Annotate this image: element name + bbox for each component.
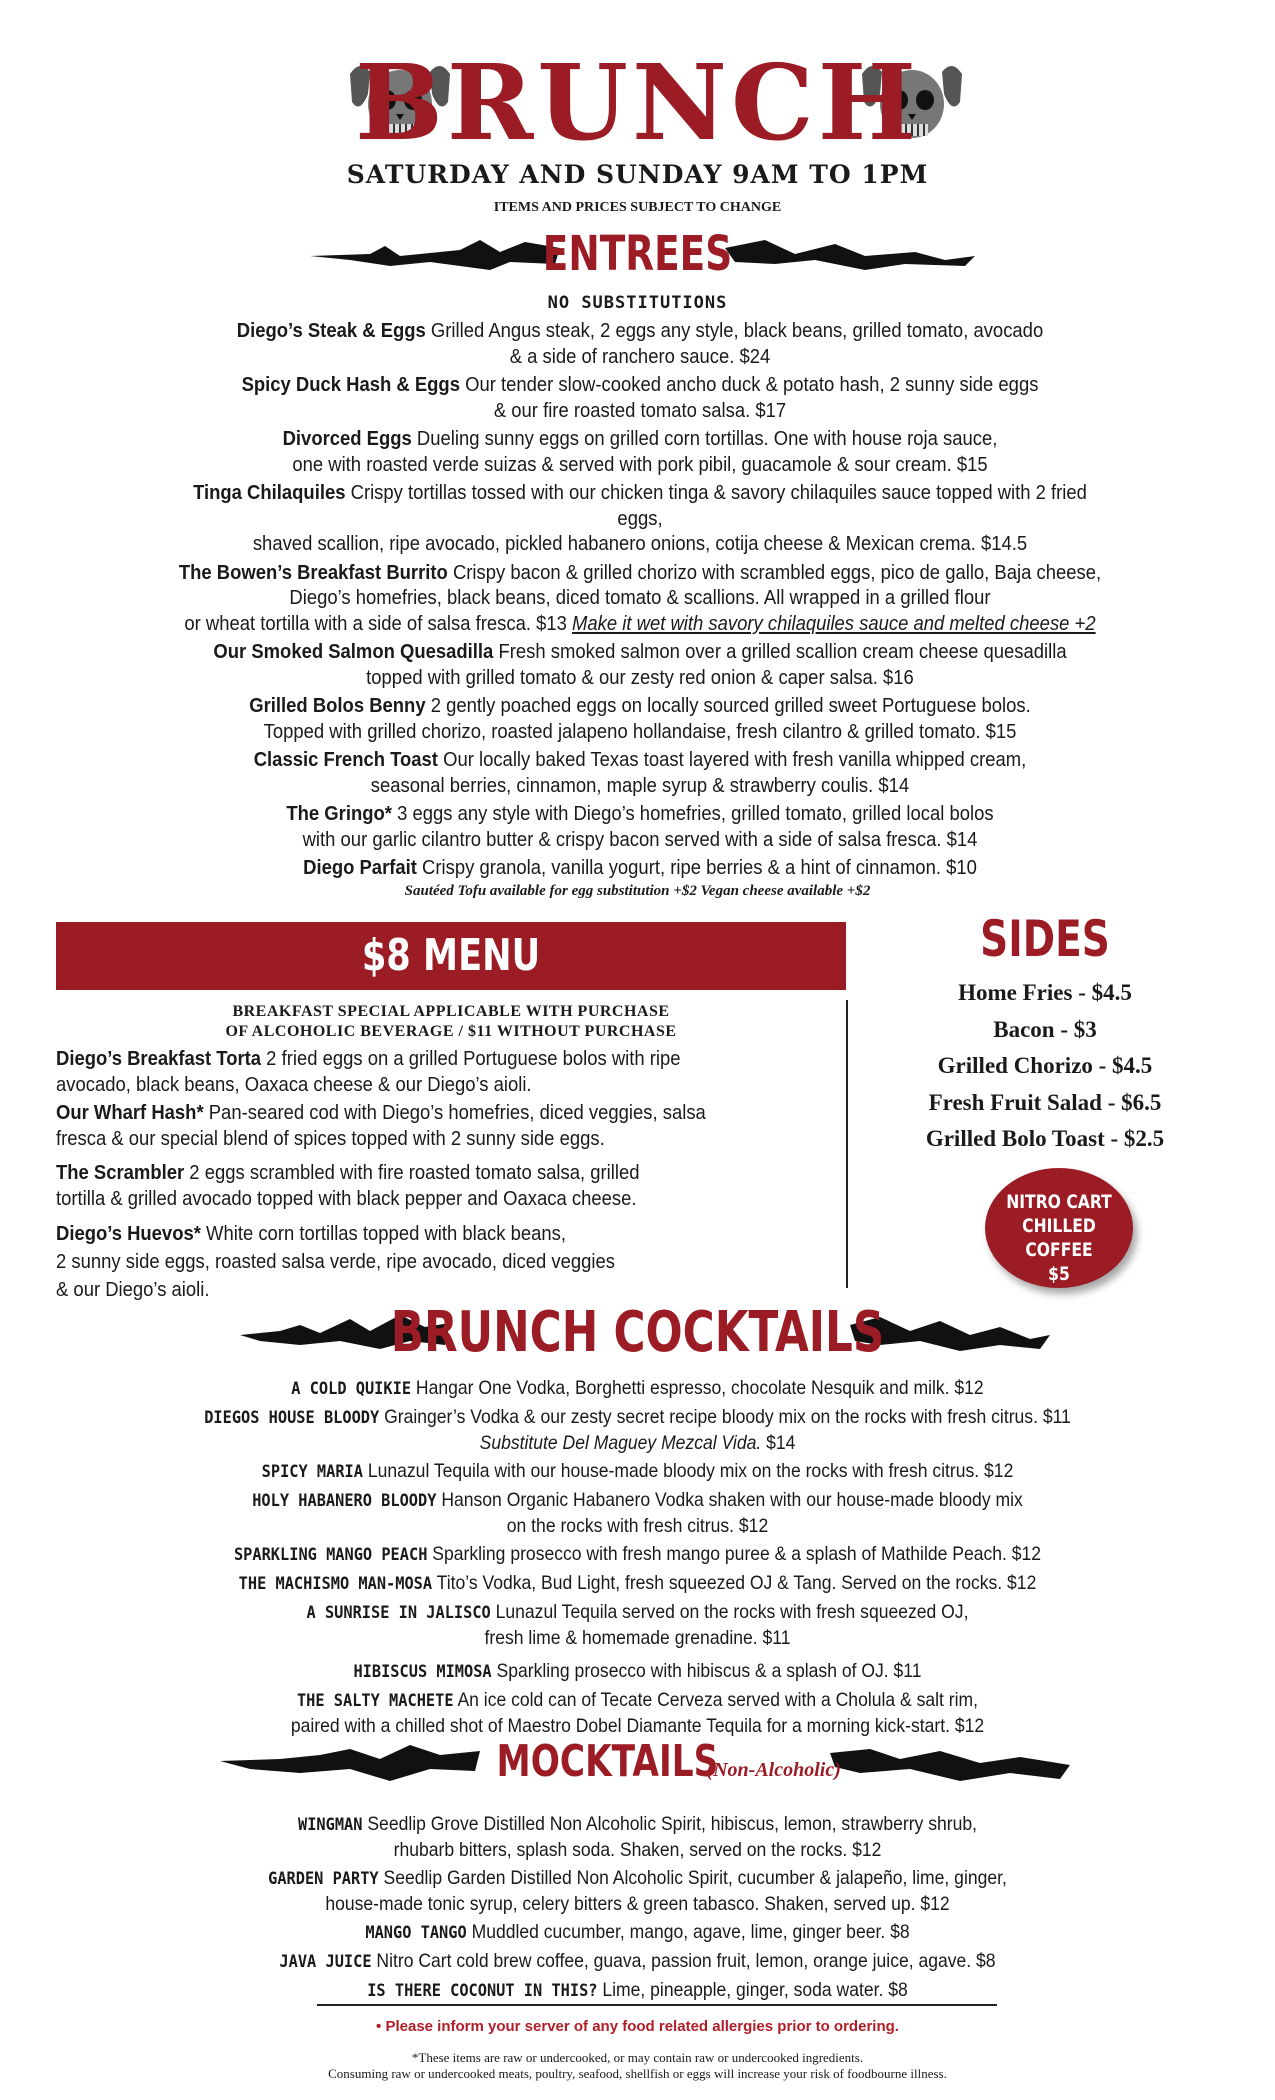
cocktail-desc: Lunazul Tequila served on the rocks with fresh squeezed OJ, <box>490 1601 969 1623</box>
entree-item <box>172 372 1108 423</box>
menu8-item <box>56 1160 758 1212</box>
mocktail-desc: rhubarb bitters, splash soda. Shaken, served on the rocks. $12 <box>393 1839 882 1861</box>
menu8-item-desc: fresca & our special blend of spices topped with 2 sunny side eggs. <box>56 1127 605 1150</box>
footer-divider <box>317 2004 997 2006</box>
entree-item <box>172 855 1108 881</box>
menu8-note <box>56 1002 846 1042</box>
menu8-item-name: The Scrambler <box>56 1161 185 1184</box>
entree-desc: Our locally baked Texas toast layered with fresh vanilla whipped cream, <box>437 748 1027 771</box>
nitro-line: $5 <box>1048 1263 1070 1285</box>
entree-desc: Diego’s homefries, black beans, diced tomato & scallions. All wrapped in a grilled flour <box>289 586 991 609</box>
entree-upgrade: Make it wet with savory chilaquiles sauce and melted cheese +2 <box>572 611 1096 635</box>
nitro-badge-text <box>998 1190 1119 1286</box>
cocktail-name: HOLY HABANERO BLOODY <box>252 1491 437 1511</box>
mocktail-item <box>154 1866 1122 1917</box>
cocktail-item <box>154 1600 1122 1651</box>
cocktail-name: SPICY MARIA <box>261 1462 363 1482</box>
mocktail-desc: house-made tonic syrup, celery bitters & green tabasco. Shaken, served up. $12 <box>325 1893 950 1915</box>
mocktail-desc: Seedlip Garden Distilled Non Alcoholic Spirit, cucumber & jalapeño, lime, ginger, <box>378 1867 1007 1889</box>
side-item: Grilled Chorizo - $4.5 <box>937 1053 1153 1078</box>
mocktail-name: JAVA JUICE <box>279 1952 372 1972</box>
entree-desc: Topped with grilled chorizo, roasted jalapeno hollandaise, fresh cilantro & grilled tomato. $15 <box>263 719 1017 743</box>
side-item: Home Fries - $4.5 <box>958 980 1132 1005</box>
cocktail-item <box>154 1688 1122 1739</box>
entree-item <box>172 318 1108 369</box>
entree-item <box>172 560 1108 637</box>
menu8-item <box>56 1100 758 1152</box>
entree-desc: Our tender slow-cooked ancho duck & potato hash, 2 sunny side eggs <box>459 373 1039 396</box>
menu8-item-name: Diego’s Huevos* <box>56 1222 201 1245</box>
cocktail-desc: Hanson Organic Habanero Vodka shaken with our house-made bloody mix <box>436 1489 1023 1511</box>
disclaimer-line: Consuming raw or undercooked meats, poultry, seafood, shellfish or eggs will increase your risk of foodbourne illness. <box>328 2066 947 2081</box>
entree-desc: 3 eggs any style with Diego’s homefries, grilled tomato, grilled local bolos <box>391 802 994 825</box>
entree-desc: Crispy bacon & grilled chorizo with scrambled eggs, pico de gallo, Baja cheese, <box>447 560 1102 584</box>
mocktail-desc: Nitro Cart cold brew coffee, guava, passion fruit, lemon, orange juice, agave. $8 <box>371 1950 996 1972</box>
entree-name: Our Smoked Salmon Quesadilla <box>213 640 494 663</box>
entree-name: Diego Parfait <box>303 856 417 879</box>
cocktail-desc: $14 <box>761 1432 796 1454</box>
cocktail-desc: Lunazul Tequila with our house-made bloody mix on the rocks with fresh citrus. $12 <box>362 1460 1014 1482</box>
page-title: BRUNCH <box>354 41 921 164</box>
cocktail-desc: An ice cold can of Tecate Cerveza served with a Cholula & salt rim, <box>453 1689 979 1711</box>
menu8-item-name: Our Wharf Hash* <box>56 1101 204 1124</box>
entree-name: Diego’s Steak & Eggs <box>236 319 426 342</box>
menu8-list <box>56 1046 836 1312</box>
allergy-notice: • Please inform your server of any food related allergies prior to ordering. <box>376 2018 899 2035</box>
cocktail-desc: Tito’s Vodka, Bud Light, fresh squeezed OJ & Tang. Served on the rocks. $12 <box>432 1572 1037 1594</box>
menu8-item <box>56 1220 758 1304</box>
nitro-line: NITRO CART <box>1006 1191 1112 1213</box>
menu8-item <box>56 1046 758 1098</box>
entrees-heading: ENTREES <box>542 226 733 282</box>
entree-name: Divorced Eggs <box>282 427 412 450</box>
cocktail-item <box>154 1571 1122 1597</box>
mocktail-desc: Lime, pineapple, ginger, soda water. $8 <box>597 1979 908 2001</box>
mocktail-name: GARDEN PARTY <box>268 1869 379 1889</box>
mocktail-name: MANGO TANGO <box>365 1923 467 1943</box>
mocktail-desc: Muddled cucumber, mango, agave, lime, ginger beer. $8 <box>466 1921 910 1943</box>
cocktail-name: A COLD QUIKIE <box>291 1379 412 1399</box>
menu8-item-desc: 2 eggs scrambled with fire roasted tomato salsa, grilled <box>184 1161 640 1184</box>
cocktail-item <box>154 1659 1122 1685</box>
cocktail-desc: on the rocks with fresh citrus. $12 <box>506 1515 769 1537</box>
cocktail-item <box>154 1459 1122 1485</box>
cocktail-desc: Grainger’s Vodka & our zesty secret recipe bloody mix on the rocks with fresh citrus. $11 <box>379 1406 1071 1428</box>
nitro-line: CHILLED COFFEE <box>1022 1215 1096 1261</box>
entree-name: Classic French Toast <box>253 748 438 771</box>
entree-desc: Dueling sunny eggs on grilled corn tortillas. One with house roja sauce, <box>411 427 998 450</box>
mocktails-heading-row <box>0 1736 1275 1787</box>
entree-desc: Fresh smoked salmon over a grilled scallion cream cheese quesadilla <box>493 640 1067 663</box>
entree-desc: or wheat tortilla with a side of salsa fresca. $13 <box>184 611 573 635</box>
cocktail-item <box>154 1488 1122 1539</box>
sides-list <box>880 975 1210 1158</box>
side-item: Bacon - $3 <box>993 1016 1097 1042</box>
entree-name: Grilled Bolos Benny <box>249 694 426 717</box>
cocktail-desc: paired with a chilled shot of Maestro Dobel Diamante Tequila for a morning kick-start. $12 <box>290 1715 985 1737</box>
entree-desc: shaved scallion, ripe avocado, pickled habanero onions, cotija cheese & Mexican crema. $14.5 <box>252 532 1028 555</box>
entree-desc: Crispy tortillas tossed with our chicken tinga & savory chilaquiles sauce topped with 2 fried eggs, <box>345 481 1087 530</box>
mocktail-item <box>154 1920 1122 1946</box>
mocktails-list <box>100 1812 1175 2007</box>
menu8-note-line: BREAKFAST SPECIAL APPLICABLE WITH PURCHASE <box>232 1003 670 1020</box>
entrees-list <box>120 318 1160 884</box>
hours-subtitle: SATURDAY AND SUNDAY 9AM TO 1PM <box>346 160 929 189</box>
mocktail-name: IS THERE COCONUT IN THIS? <box>367 1981 598 2001</box>
cocktails-heading: BRUNCH COCKTAILS <box>390 1300 885 1365</box>
cocktail-name: A SUNRISE IN JALISCO <box>306 1603 491 1623</box>
mocktail-item <box>154 1978 1122 2004</box>
menu8-item-desc: avocado, black beans, Oaxaca cheese & our Diego’s aioli. <box>56 1073 532 1096</box>
mocktails-heading: MOCKTAILS <box>496 1736 719 1787</box>
menu8-item-desc: 2 sunny side eggs, roasted salsa verde, ripe avocado, diced veggies <box>56 1250 615 1273</box>
entree-desc: seasonal berries, cinnamon, maple syrup & strawberry coulis. $14 <box>370 773 910 797</box>
menu8-item-desc: & our Diego’s aioli. <box>56 1278 210 1301</box>
cocktail-desc: Sparkling prosecco with hibiscus & a splash of OJ. $11 <box>491 1660 922 1682</box>
price-notice: ITEMS AND PRICES SUBJECT TO CHANGE <box>493 200 782 215</box>
disclaimer-line: *These items are raw or undercooked, or may contain raw or undercooked ingredients. <box>411 2050 864 2065</box>
tofu-note: Sautéed Tofu available for egg substitution +$2 Vegan cheese available +$2 <box>404 883 871 899</box>
entree-desc: topped with grilled tomato & our zesty red onion & caper salsa. $16 <box>366 665 914 689</box>
cocktail-desc: Sparkling prosecco with fresh mango puree & a splash of Mathilde Peach. $12 <box>427 1543 1042 1565</box>
entree-desc: one with roasted verde suizas & served with pork pibil, guacamole & sour cream. $15 <box>292 452 988 476</box>
entree-name: The Bowen’s Breakfast Burrito <box>178 560 448 584</box>
mocktail-name: WINGMAN <box>297 1815 363 1835</box>
menu8-heading: $8 MENU <box>361 930 541 981</box>
cocktail-name: THE MACHISMO MAN-MOSA <box>238 1574 433 1594</box>
cocktail-item <box>154 1376 1122 1402</box>
entree-name: The Gringo* <box>286 802 392 825</box>
cocktail-name: SPARKLING MANGO PEACH <box>233 1545 428 1565</box>
menu8-item-desc: tortilla & grilled avocado topped with black pepper and Oaxaca cheese. <box>56 1187 637 1210</box>
mocktail-desc: Seedlip Grove Distilled Non Alcoholic Spirit, hibiscus, lemon, strawberry shrub, <box>362 1813 977 1835</box>
column-divider <box>846 1000 848 1288</box>
cocktail-substitute: Substitute Del Maguey Mezcal Vida. <box>479 1432 762 1454</box>
menu8-item-desc: Pan-seared cod with Diego’s homefries, diced veggies, salsa <box>203 1101 706 1124</box>
entree-desc: with our garlic cilantro butter & crispy bacon served with a side of salsa fresca. $14 <box>302 827 978 851</box>
entree-item <box>172 639 1108 690</box>
no-substitutions-note: NO SUBSTITUTIONS <box>547 293 728 313</box>
cocktail-item <box>154 1405 1122 1456</box>
cocktail-desc: fresh lime & homemade grenadine. $11 <box>484 1627 791 1649</box>
entree-desc: & our fire roasted tomato salsa. $17 <box>493 398 787 422</box>
entree-name: Spicy Duck Hash & Eggs <box>241 373 460 396</box>
cocktail-name: HIBISCUS MIMOSA <box>353 1662 492 1682</box>
side-item: Grilled Bolo Toast - $2.5 <box>925 1126 1165 1151</box>
menu8-item-name: Diego’s Breakfast Torta <box>56 1047 262 1070</box>
cocktail-name: DIEGOS HOUSE BLOODY <box>204 1408 380 1428</box>
entree-desc: 2 gently poached eggs on locally sourced grilled sweet Portuguese bolos. <box>425 694 1031 717</box>
sides-heading: SIDES <box>980 910 1110 968</box>
mocktail-item <box>154 1949 1122 1975</box>
entree-desc: & a side of ranchero sauce. $24 <box>509 344 771 368</box>
menu8-note-line: OF ALCOHOLIC BEVERAGE / $11 WITHOUT PURCHASE <box>225 1023 677 1040</box>
entree-item <box>172 747 1108 798</box>
entree-item <box>172 693 1108 744</box>
mocktails-subtitle: (Non-Alcoholic) <box>706 1759 841 1781</box>
entree-name: Tinga Chilaquiles <box>193 481 346 504</box>
mocktail-item <box>154 1812 1122 1863</box>
entree-desc: Crispy granola, vanilla yogurt, ripe berries & a hint of cinnamon. $10 <box>416 856 977 879</box>
entree-item <box>172 426 1108 477</box>
cocktail-item <box>154 1542 1122 1568</box>
cocktail-name: THE SALTY MACHETE <box>296 1691 454 1711</box>
menu8-item-desc: White corn tortillas topped with black beans, <box>200 1222 567 1245</box>
entree-desc: Grilled Angus steak, 2 eggs any style, black beans, grilled tomato, avocado <box>425 319 1044 342</box>
cocktails-list <box>100 1376 1175 1742</box>
side-item: Fresh Fruit Salad - $6.5 <box>928 1089 1162 1115</box>
entree-item <box>172 801 1108 852</box>
entree-item <box>172 480 1108 557</box>
cocktail-desc: Hangar One Vodka, Borghetti espresso, chocolate Nesquik and milk. $12 <box>411 1377 984 1399</box>
menu8-item-desc: 2 fried eggs on a grilled Portuguese bolos with ripe <box>261 1047 681 1070</box>
raw-food-disclaimer <box>0 2050 1275 2082</box>
